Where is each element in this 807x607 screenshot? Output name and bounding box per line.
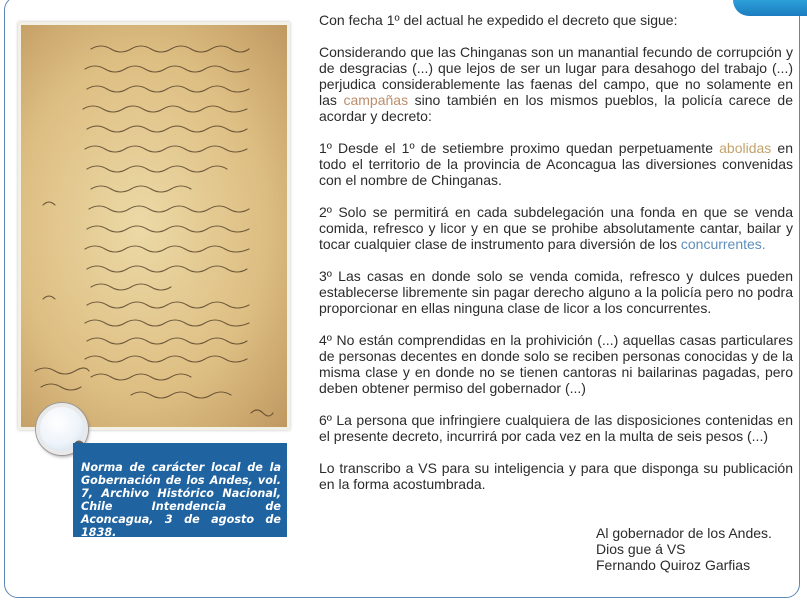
highlight-concurrentes: concurrentes.: [680, 236, 766, 252]
text-span: sino también en los mismos pueblos, la policía carece de acordar y decreto:: [319, 92, 793, 124]
signature-line-2: Dios gue á VS: [596, 541, 686, 557]
closing-paragraph: Lo transcribo a VS para su inteligencia y para que disponga su publicación en la forma acostumbrada.: [319, 460, 793, 492]
signature-line-3: Fernando Quiroz Garfias: [596, 557, 751, 573]
manuscript-page: [21, 25, 287, 427]
manuscript-photo: [18, 22, 290, 430]
decree-text: [319, 12, 793, 508]
article-6: 6º La persona que infringiere cualquiera de las disposiciones contenidas en el presente decreto, incurrirá por cada vez en la multa de seis pesos (...): [319, 412, 793, 444]
highlight-abolidas: abolidas: [719, 140, 772, 156]
article-3: 3º Las casas en donde solo se venda comida, refresco y dulces pueden establecerse libremente sin pagar derecho alguno a la policía pero no podra proporcionar en ellas ninguna clase de licor a los concurrentes.: [319, 268, 793, 316]
article-1: [319, 140, 793, 188]
considering-paragraph: [319, 44, 793, 124]
signature-line-1: Al gobernador de los Andes.: [596, 525, 772, 541]
manuscript-handwriting: [21, 25, 287, 427]
highlight-campanas: campañas: [343, 92, 409, 108]
text-span: Considerando que las Chinganas son un manantial fecundo de corrupción y de desgracias (...) que lejos de ser un lugar para desahogo del trabajo (...) perjudica considerablemente las faenas del campo, que no solamente en las: [319, 44, 793, 108]
text-span: 2º Solo se permitirá en cada subdelegación una fonda en que se venda comida, refresco y licor y en que se prohibe absolutamente cantar, bailar y tocar cualquier clase de instrumento para diversión de los: [319, 204, 793, 252]
intro-paragraph: Con fecha 1º del actual he expedido el decreto que sigue:: [319, 12, 678, 28]
article-2: [319, 204, 793, 252]
image-caption: Norma de carácter local de la Gobernación de los Andes, vol. 7, Archivo Histórico Nacional, Chile Intendencia de Aconcagua, 3 de agosto de 1838.: [73, 443, 287, 537]
article-4: 4º No están comprendidas en la prohivición (...) aquellas casas particulares de personas decentes en donde solo se reciben personas conocidas y de la misma clase y en donde no se tienen cantoras ni bailarinas pagadas, pero deben obtener permiso del gobernador (...): [319, 332, 793, 396]
text-span: en todo el territorio de la provincia de Aconcagua las diversiones convenidas con el nombre de Chinganas.: [319, 140, 793, 188]
text-span: 1º Desde el 1º de setiembre proximo quedan perpetuamente: [319, 140, 720, 156]
signature-block: [596, 525, 772, 573]
